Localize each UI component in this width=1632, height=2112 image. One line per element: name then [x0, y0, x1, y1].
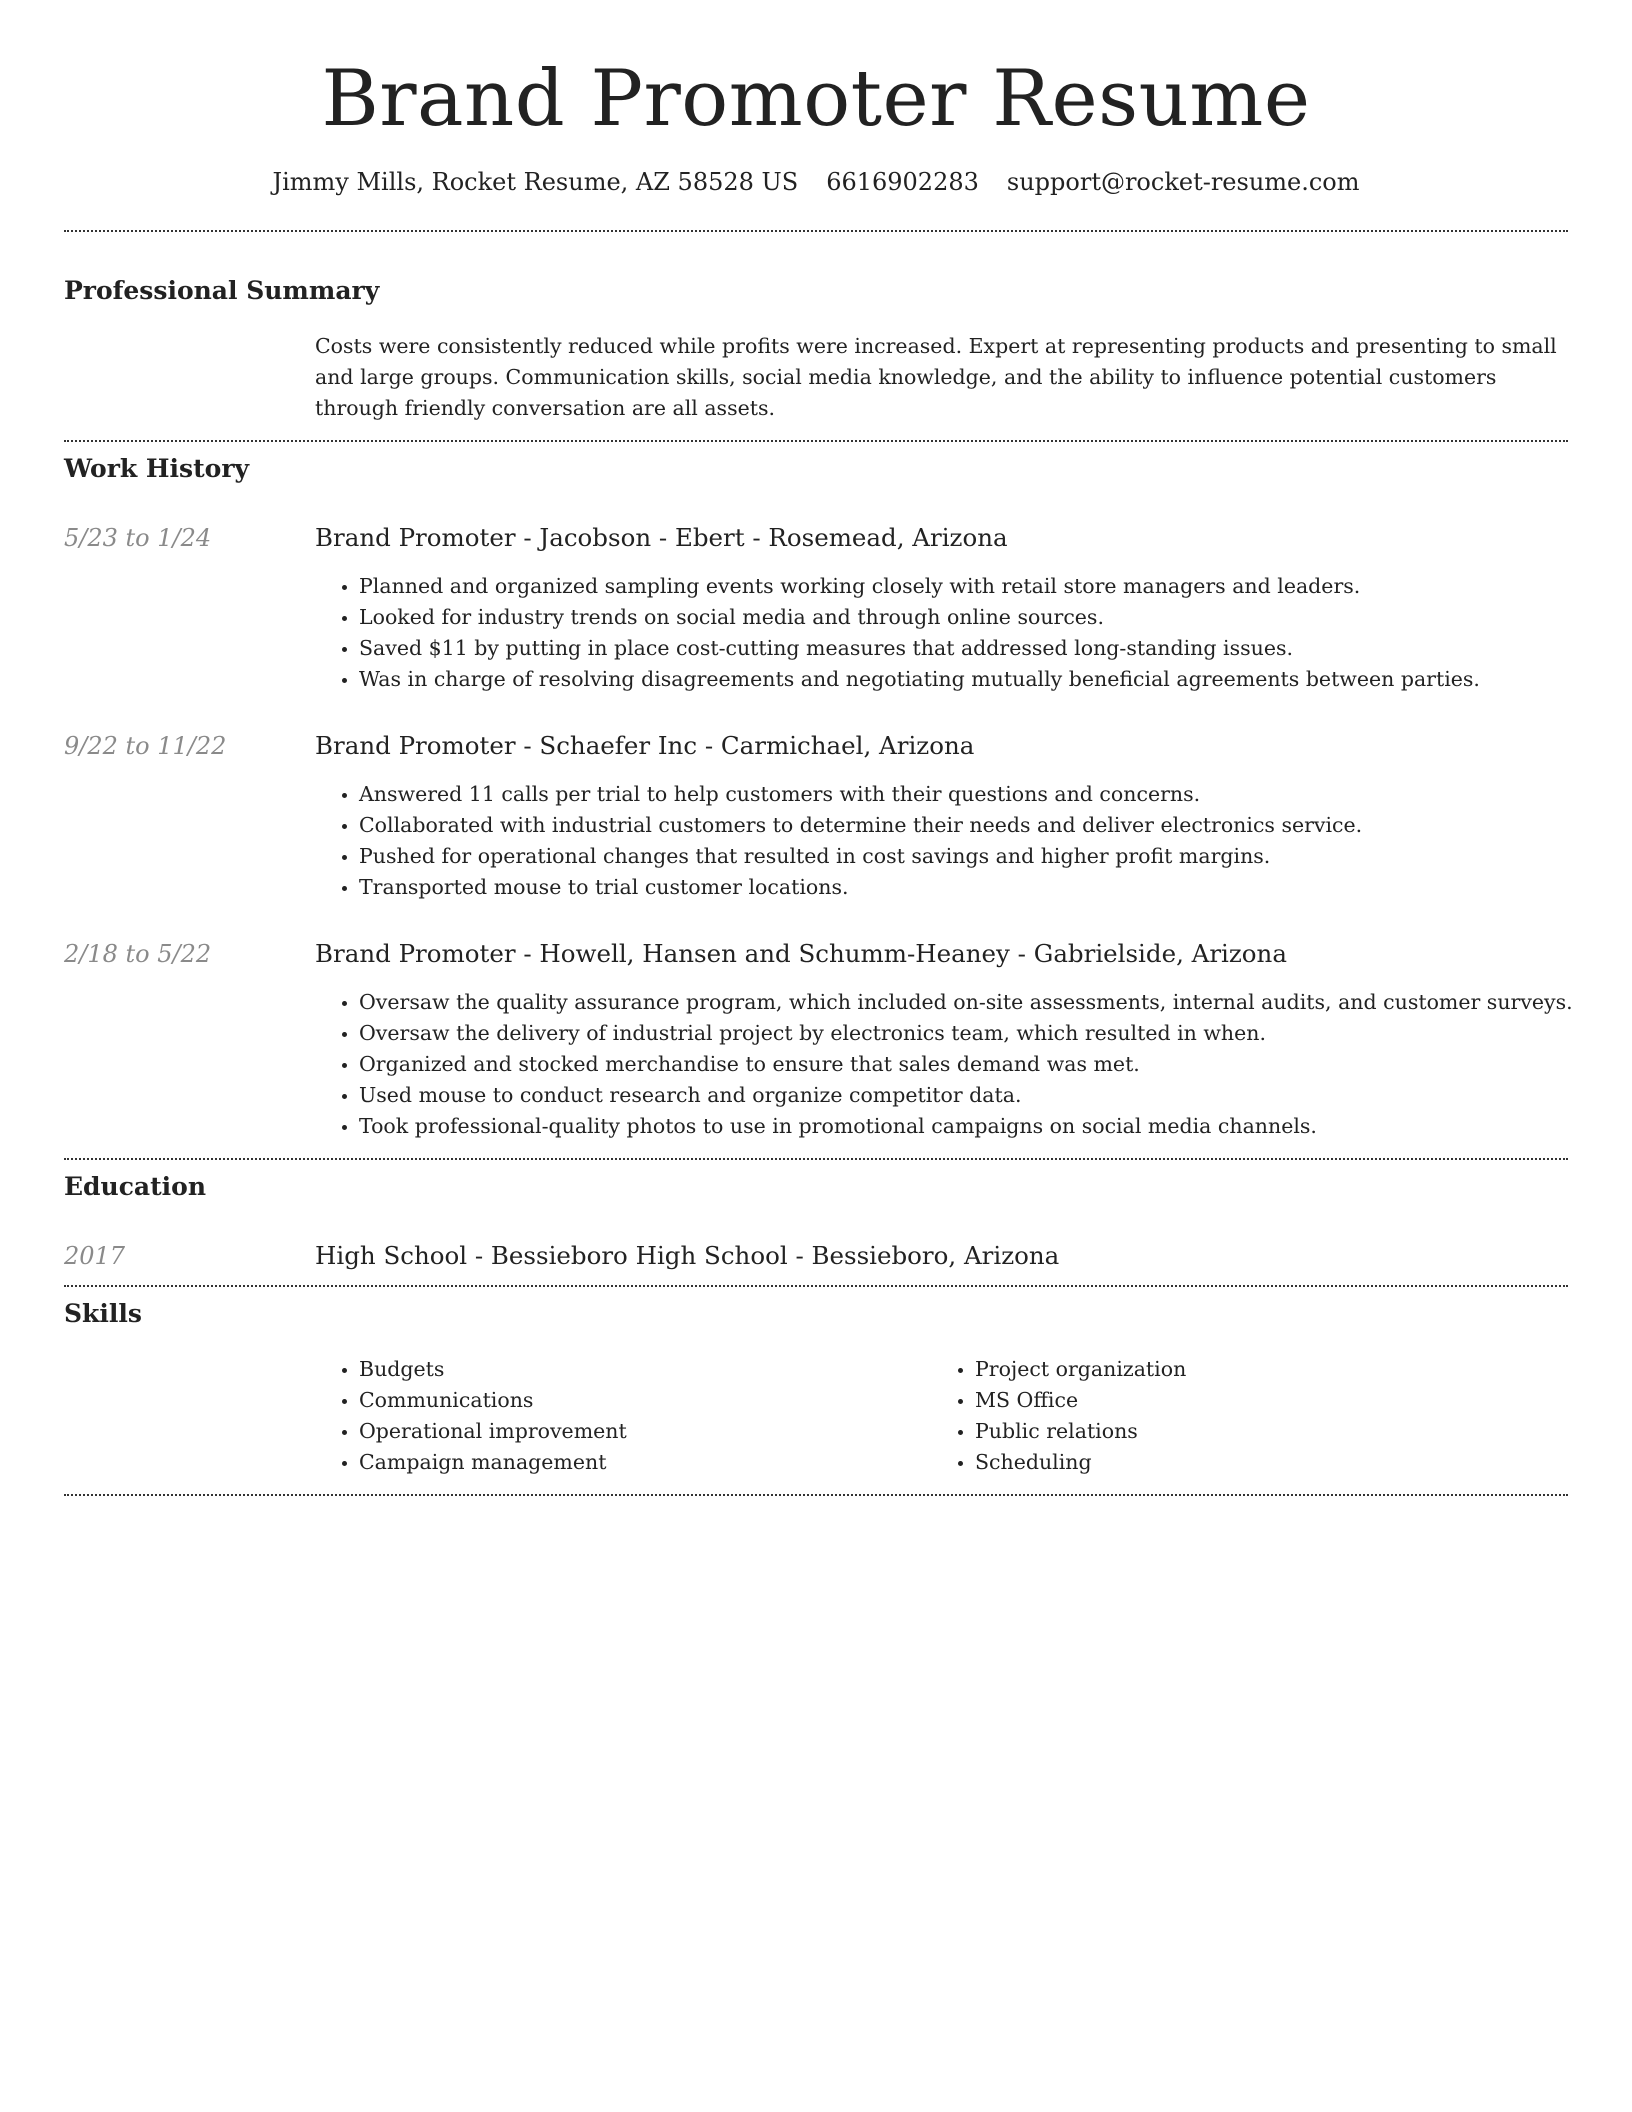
- job-dates: 2/18 to 5/22: [64, 940, 212, 968]
- contact-line: [64, 168, 1568, 196]
- skills-heading: Skills: [64, 1299, 142, 1328]
- skills-section: [64, 1299, 1568, 1478]
- work-history-section: [64, 454, 1573, 1158]
- job-entry: [64, 523, 1568, 695]
- skills-column-right: [931, 1354, 1547, 1478]
- job-entry: [64, 939, 1573, 1142]
- list-item: • Collaborated with industrial customers to determine their needs and deliver electronics service.: [359, 810, 1568, 841]
- education-heading: Education: [64, 1172, 207, 1201]
- resume-page: [64, 0, 1573, 1496]
- summary-section: [64, 276, 1568, 424]
- summary-heading: Professional Summary: [64, 276, 380, 305]
- skill-item: • Operational improvement: [359, 1416, 931, 1447]
- job-title: Brand Promoter - Schaefer Inc - Carmichael, Arizona: [315, 731, 975, 760]
- education-title: High School - Bessieboro High School - Bessieboro, Arizona: [315, 1241, 1060, 1270]
- contact-address: Jimmy Mills, Rocket Resume, AZ 58528 US: [272, 168, 799, 196]
- skills-list: [315, 1354, 1568, 1478]
- summary-text: Costs were consistently reduced while profits were increased. Expert at representing products and presenting to small and large groups. Communication skills, social media knowledge, and the ability to influence potential customers through friendly conversation are all assets.: [315, 334, 1557, 420]
- education-entry: [64, 1241, 1568, 1271]
- list-item: • Used mouse to conduct research and organize competitor data.: [359, 1080, 1573, 1111]
- work-history-heading: Work History: [64, 454, 250, 483]
- skill-item: • MS Office: [975, 1385, 1547, 1416]
- divider: [64, 230, 1568, 232]
- skill-item: • Communications: [359, 1385, 931, 1416]
- job-bullets: [315, 779, 1568, 903]
- job-title: Brand Promoter - Jacobson - Ebert - Rosemead, Arizona: [315, 523, 1008, 552]
- list-item: • Oversaw the delivery of industrial project by electronics team, which resulted in when.: [359, 1018, 1573, 1049]
- list-item: • Took professional-quality photos to use in promotional campaigns on social media channels.: [359, 1111, 1573, 1142]
- contact-email: support@rocket-resume.com: [1006, 168, 1360, 196]
- list-item: • Planned and organized sampling events working closely with retail store managers and leaders.: [359, 571, 1568, 602]
- list-item: • Oversaw the quality assurance program, which included on-site assessments, internal audits, and customer surveys.: [359, 987, 1573, 1018]
- contact-phone: 6616902283: [826, 168, 979, 196]
- list-item: • Transported mouse to trial customer locations.: [359, 872, 1568, 903]
- job-entry: [64, 731, 1568, 903]
- skill-item: • Project organization: [975, 1354, 1547, 1385]
- list-item: • Was in charge of resolving disagreements and negotiating mutually beneficial agreements between parties.: [359, 664, 1568, 695]
- skill-item: • Budgets: [359, 1354, 931, 1385]
- resume-title: Brand Promoter Resume: [321, 54, 1311, 144]
- education-year: 2017: [64, 1242, 126, 1270]
- divider: [64, 1158, 1568, 1160]
- list-item: • Saved $11 by putting in place cost-cutting measures that addressed long-standing issues.: [359, 633, 1568, 664]
- divider: [64, 1494, 1568, 1496]
- list-item: • Organized and stocked merchandise to ensure that sales demand was met.: [359, 1049, 1573, 1080]
- list-item: • Looked for industry trends on social media and through online sources.: [359, 602, 1568, 633]
- job-dates: 9/22 to 11/22: [64, 732, 227, 760]
- divider: [64, 440, 1568, 442]
- job-bullets: [315, 571, 1568, 695]
- skills-column-left: [315, 1354, 931, 1478]
- skill-item: • Scheduling: [975, 1447, 1547, 1478]
- job-bullets: [315, 987, 1573, 1142]
- skill-item: • Campaign management: [359, 1447, 931, 1478]
- list-item: • Answered 11 calls per trial to help customers with their questions and concerns.: [359, 779, 1568, 810]
- skill-item: • Public relations: [975, 1416, 1547, 1447]
- job-title: Brand Promoter - Howell, Hansen and Schumm-Heaney - Gabrielside, Arizona: [315, 939, 1287, 968]
- job-dates: 5/23 to 1/24: [64, 524, 212, 552]
- divider: [64, 1285, 1568, 1287]
- list-item: • Pushed for operational changes that resulted in cost savings and higher profit margins.: [359, 841, 1568, 872]
- education-section: [64, 1172, 1568, 1271]
